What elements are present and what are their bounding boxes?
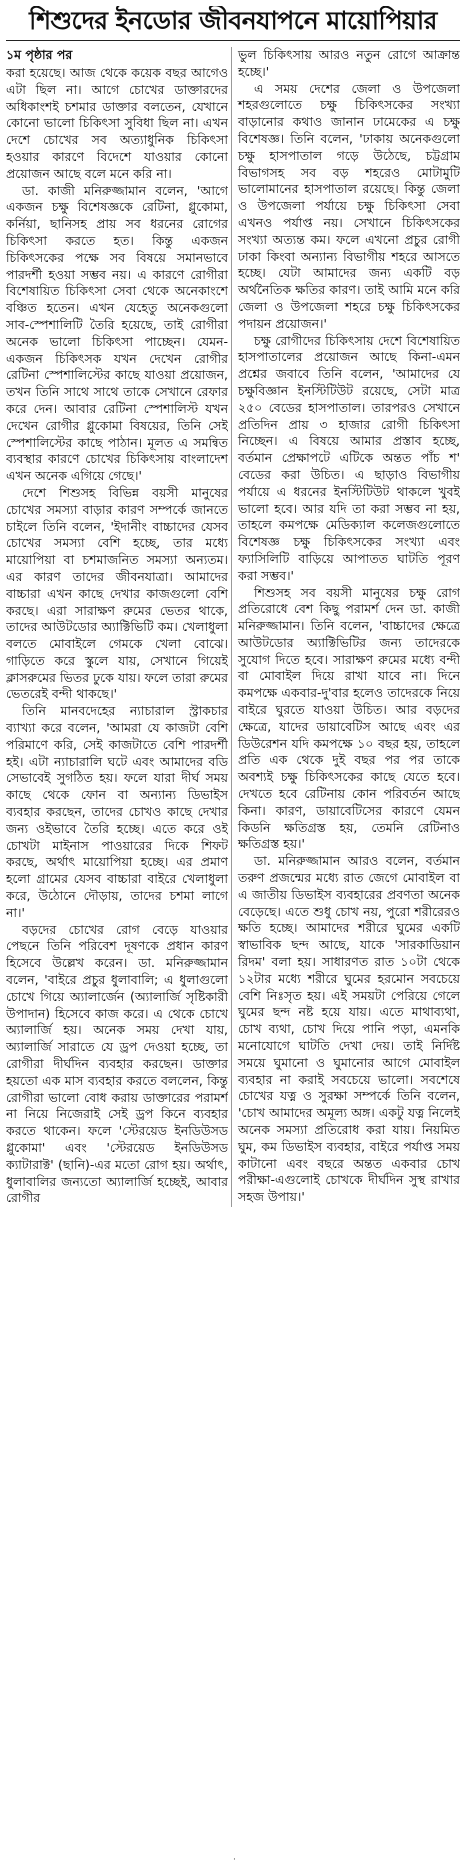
paragraph: তিনি মানবদেহের ন্যাচারাল স্ট্রাকচার ব্যাখ্যা করে বলেন, 'আমরা যে কাজটা বেশি পরিমাণে করি, সেই কাজটাতে বেশি পারদর্শী হই। এটা ন্যাচারালি ঘটে এবং আমাদের বডি সেভাবেই সুগঠিত হয়। ফলে যারা দীর্ঘ সময় কাছে থেকে ফোন বা অন্যান্য ডিভাইস ব্যবহার করছেন, তাদের চোখও কাছে দেখার জন্য ওইভাবে তৈরি হচ্ছে। এতে করে ওই চোখটা মাইনাস পাওয়ারের দিকে শিফট করছে, অর্থাৎ মায়োপিয়া হচ্ছে। এর প্রমাণ হলো গ্রামের যেসব বাচ্চারা বাইরে খেলাধুলা করে, উঠোনে দৌড়ায়, তাদের চশমা লাগে না।' xyxy=(6,703,228,920)
right-column xyxy=(231,47,460,1207)
page-bottom-mark: · xyxy=(233,1855,236,1865)
paragraph: করা হয়েছে। আজ থেকে কয়েক বছর আগেও এটা ছিল না। আগে চোখের ডাক্তারদের অধিকাংশই চশমার ডাক্তার বলতেন, যেখানে কোনো ভালো চিকিৎসা সুবিধা ছিল না। এখন দেশে চোখের সব অত্যাধুনিক চিকিৎসা হওয়ার কারণে বিদেশে যাওয়ার কোনো প্রয়োজন আছে বলে মনে করি না। xyxy=(6,65,228,181)
article-headline: শিশুদের ইনডোর জীবনযাপনে মায়োপিয়ার xyxy=(6,6,460,41)
paragraph: ভুল চিকিৎসায় আরও নতুন রোগে আক্রান্ত হচ্ছে।' xyxy=(238,47,460,79)
article-columns xyxy=(6,47,460,1207)
left-column xyxy=(6,47,228,1207)
paragraph: দেশে শিশুসহ বিভিন্ন বয়সী মানুষের চোখের সমস্যা বাড়ার কারণ সম্পর্কে জানতে চাইলে তিনি বলেন, 'ইদানীং বাচ্চাদের যেসব চোখের সমস্যা বেশি হচ্ছে, তার মধ্যে মায়োপিয়া বা চশমাজনিত সমস্যা অন্যতম। এর কারণ তাদের জীবনযাত্রা। আমাদের বাচ্চারা এখন কাছে দেখার কাজগুলো বেশি করছে। এরা সারাক্ষণ রুমের ভেতর থাকে, তাদের আউটডোর অ্যাক্টিভিটি কম। খেলাধুলা বলতে মোবাইলে গেমকে খেলা বোঝে। গাড়িতে করে স্কুলে যায়, সেখানে গিয়েই ক্লাসরুমের ভিতর ঢুকে যায়। ফলে তারা রুমের ভেতরেই বন্দী থাকছে।' xyxy=(6,484,228,702)
paragraph: চক্ষু রোগীদের চিকিৎসায় দেশে বিশেষায়িত হাসপাতালের প্রয়োজন আছে কিনা-এমন প্রশ্নের জবাবে তিনি বলেন, 'আমাদের যে চক্ষুবিজ্ঞান ইনস্টিটিউট রয়েছে, সেটা মাত্র ২৫০ বেডের হাসপাতাল। তারপরও সেখানে প্রতিদিন প্রায় ৩ হাজার রোগী চিকিৎসা নিচ্ছেন। এ বিষয়ে আমার প্রস্তাব হচ্ছে, বর্তমান প্রেক্ষাপটে এটিকে অন্তত পাঁচ শ' বেডের করা উচিত। এ ছাড়াও বিভাগীয় পর্যায়ে এ ধরনের ইনস্টিটিউট থাকলে খুবই ভালো হবে। আর যদি তা করা সম্ভব না হয়, তাহলে কমপক্ষে মেডিক্যাল কলেজগুলোতে বিশেষজ্ঞ চক্ষু চিকিৎসকের সংখ্যা এবং ফ্যাসিলিটি বাড়িয়ে আপাতত ঘাটতি পূরণ করা সম্ভব।' xyxy=(238,332,460,583)
continued-from-label: ১ম পৃষ্ঠার পর xyxy=(6,47,73,62)
paragraph: ডা. কাজী মনিরুজ্জামান বলেন, 'আগে একজন চক্ষু বিশেষজ্ঞকে রেটিনা, গ্লুকোমা, কর্নিয়া, ছানিসহ প্রায় সব ধরনের রোগের চিকিৎসা করতে হত। কিন্তু একজন চিকিৎসকের পক্ষে সব বিষয়ে সমানভাবে পারদর্শী হওয়া সম্ভব নয়। এ কারণে রোগীরা বিশেষায়িত চিকিৎসা সেবা থেকে অনেকাংশে বঞ্চিত হতেন। এখন যেহেতু অনেকগুলো সাব-স্পেশালিটি তৈরি হয়েছে, তাই রোগীরা অনেক ভালো চিকিৎসা পাচ্ছেন। যেমন- একজন চিকিৎসক যখন দেখেন রোগীর রেটিনা স্পেশালিস্টের কাছে যাওয়া প্রয়োজন, তখন তিনি সাথে সাথে তাকে সেখানে রেফার করে দেন। আবার রেটিনা স্পেশালিস্ট যখন দেখেন রোগীর গ্লুকোমা বিষয়ের, তিনি সেই স্পেশালিস্টের কাছে পাঠান। মূলত এ সমন্বিত ব্যবস্থার কারণে চোখের চিকিৎসায় বাংলাদেশ এখন অনেক এগিয়ে গেছে।' xyxy=(6,182,228,484)
paragraph: বড়দের চোখের রোগ বেড়ে যাওয়ার পেছনে তিনি পরিবেশ দূষণকে প্রধান কারণ হিসেবে উল্লেখ করেন। ডা. মনিরুজ্জামান বলেন, 'বাইরে প্রচুর ধুলাবালি; এ ধুলাগুলো চোখে গিয়ে অ্যালার্জেন (অ্যালার্জি সৃষ্টিকারী উপাদান) হিসেবে কাজ করে। এ থেকে চোখে অ্যালার্জি হয়। অনেক সময় দেখা যায়, অ্যালার্জি সারাতে যে ড্রপ দেওয়া হচ্ছে, তা রোগীরা দীর্ঘদিন ব্যবহার করছেন। ডাক্তার হয়তো এক মাস ব্যবহার করতে বললেন, কিন্তু রোগীরা ভালো বোধ করায় ডাক্তারের পরামর্শ না নিয়ে নিজেরাই সেই ড্রপ কিনে ব্যবহার করতে থাকেন। ফলে 'স্টেরয়েড ইনডিউসড গ্লুকোমা' এবং 'স্টেরয়েড ইনডিউসড ক্যাটারাক্ট' (ছানি)-এর মতো রোগ হয়। অর্থাৎ, ধুলাবালির জন্যতো অ্যালার্জি হচ্ছেই, আবার রোগীর xyxy=(6,921,228,1206)
paragraph: ডা. মনিরুজ্জামান আরও বলেন, বর্তমান তরুণ প্রজন্মের মধ্যে রাত জেগে মোবাইল বা এ জাতীয় ডিভাইস ব্যবহারের প্রবণতা অনেক বেড়েছে। এতে শুধু চোখ নয়, পুরো শরীরেরও ক্ষতি হচ্ছে। আমাদের শরীরে ঘুমের একটি স্বাভাবিক ছন্দ আছে, যাকে 'সারকাডিয়ান রিদম' বলা হয়। সাধারণত রাত ১০টা থেকে ১২টার মধ্যে শরীরে ঘুমের হরমোন সবচেয়ে বেশি নিঃসৃত হয়। এই সময়টা পেরিয়ে গেলে ঘুমের ছন্দ নষ্ট হয়ে যায়। এতে মাথাব্যথা, চোখ ব্যথা, চোখ দিয়ে পানি পড়া, এমনকি মনোযোগে ঘাটতি দেখা দেয়। তাই নির্দিষ্ট সময়ে ঘুমানো ও ঘুমানোর আগে মোবাইল ব্যবহার না করাই সবচেয়ে ভালো। সবশেষে চোখের যত্ন ও সুরক্ষা সম্পর্কে তিনি বলেন, 'চোখ আমাদের অমূল্য অঙ্গ। একটু যত্ন নিলেই অনেক সমস্যা প্রতিরোধ করা যায়। নিয়মিত ঘুম, কম ডিভাইস ব্যবহার, বাইরে পর্যাপ্ত সময় কাটানো এবং বছরে অন্তত একবার চোখ পরীক্ষা-এগুলোই চোখকে দীর্ঘদিন সুস্থ রাখার সহজ উপায়।' xyxy=(238,853,460,1205)
paragraph: শিশুসহ সব বয়সী মানুষের চক্ষু রোগ প্রতিরোধে বেশ কিছু পরামর্শ দেন ডা. কাজী মনিরুজ্জামান। তিনি বলেন, 'বাচ্চাদের ক্ষেত্রে আউটডোর অ্যাক্টিভিটির জন্য তাদেরকে সুযোগ দিতে হবে। সারাক্ষণ রুমের মধ্যে বন্দী বা মোবাইল দিয়ে রাখা যাবে না। দিনে কমপক্ষে একবার-দু'বার হলেও তাদেরকে নিয়ে বাইরে ঘুরতে যাওয়া উচিত। আর বড়দের ক্ষেত্রে, যাদের ডায়াবেটিস আছে এবং এর ডিউরেশন যদি কমপক্ষে ১০ বছর হয়, তাহলে প্রতি এক থেকে দুই বছর পর পর তাকে অবশ্যই চক্ষু চিকিৎসকের কাছে যেতে হবে। দেখতে হবে রেটিনায় কোন পরিবর্তন আছে কিনা। কারণ, ডায়াবেটিসের কারণে যেমন কিডনি ক্ষতিগ্রস্ত হয়, তেমনি রেটিনাও ক্ষতিগ্রস্ত হয়।' xyxy=(238,584,460,852)
paragraph: এ সময় দেশের জেলা ও উপজেলা শহরগুলোতে চক্ষু চিকিৎসকের সংখ্যা বাড়ানোর কথাও জানান ঢামেকের এ চক্ষু বিশেষজ্ঞ। তিনি বলেন, 'ঢাকায় অনেকগুলো চক্ষু হাসপাতাল গড়ে উঠেছে, চট্টগ্রাম বিভাগসহ সব বড় শহরেও মোটামুটি ভালোমানের হাসপাতাল রয়েছে। কিন্তু জেলা ও উপজেলা পর্যায়ে চক্ষু চিকিৎসা সেবা এখনও পর্যাপ্ত নয়। সেখানে চিকিৎসকের সংখ্যা অত্যন্ত কম। ফলে এখনো প্রচুর রোগী ঢাকা কিংবা অন্যান্য বিভাগীয় শহরে আসতে হচ্ছে। যেটা আমাদের জন্য একটি বড় অর্থনৈতিক ক্ষতির কারণ। তাই আমি মনে করি জেলা ও উপজেলা শহরে চক্ষু চিকিৎসকের পদায়ন প্রয়োজন।' xyxy=(238,80,460,331)
